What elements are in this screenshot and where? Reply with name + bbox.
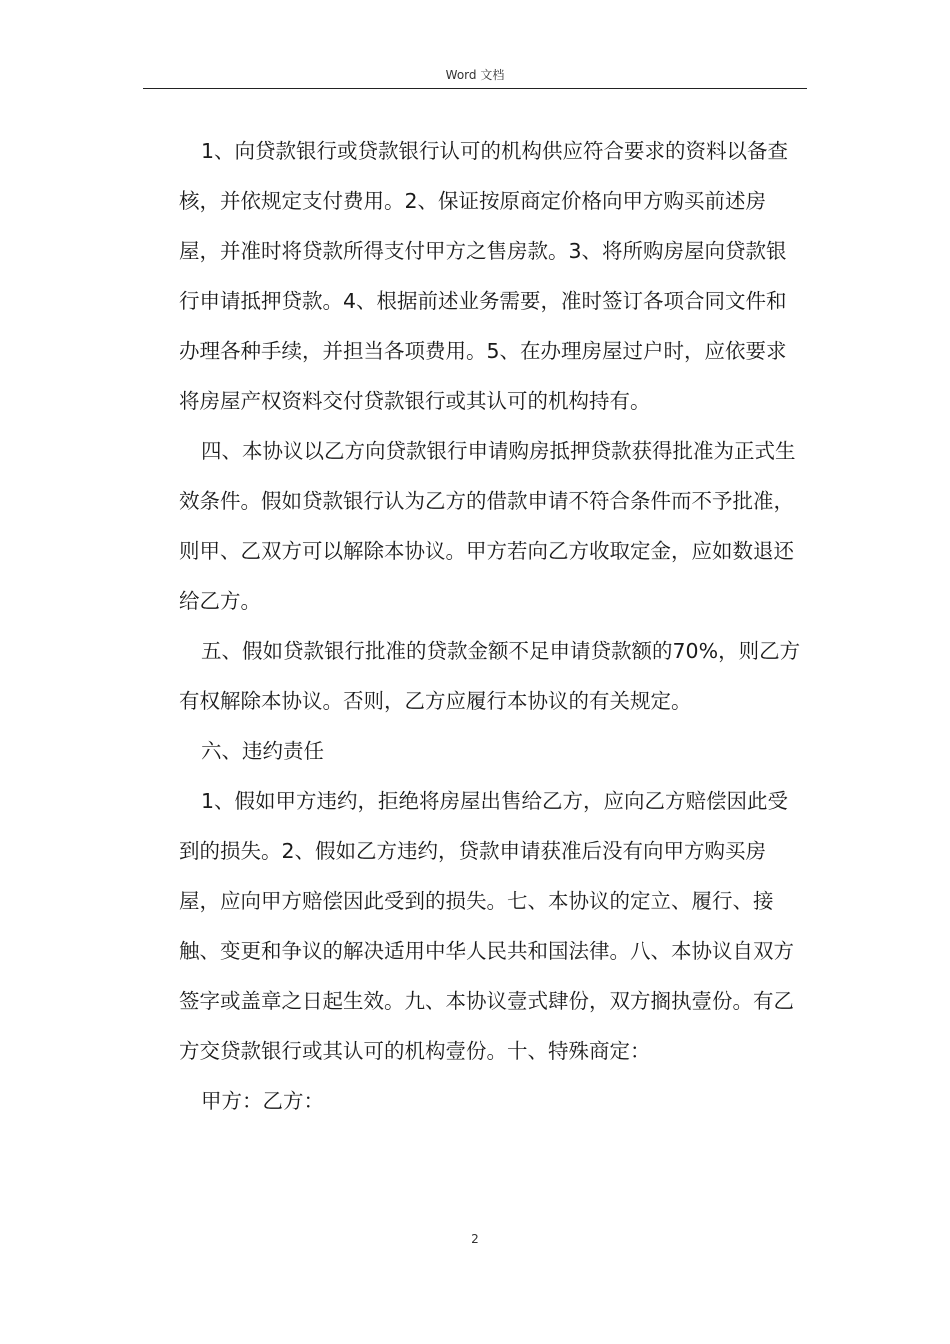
header-divider [143,88,807,89]
page-number: 2 [471,1232,479,1246]
paragraph-clause-six-heading: 六、违约责任 [201,739,324,763]
page-header: Word 文档 [445,68,505,82]
document-body [179,126,804,1126]
paragraph-liability: 1、假如甲方违约，拒绝将房屋出售给乙方，应向乙方赔偿因此受到的损失。2、假如乙方违约，贷款申请获准后没有向甲方购买房屋，应向甲方赔偿因此受到的损失。七、本协议的定立、履行、接触、变更和争议的解决适用中华人民共和国法律。八、本协议自双方签字或盖章之日起生效。九、本协议壹式肆份，双方搁执壹份。有乙方交贷款银行或其认可的机构壹份。十、特殊商定： [179,789,794,1063]
paragraph-obligations: 1、向贷款银行或贷款银行认可的机构供应符合要求的资料以备查核，并依规定支付费用。2、保证按原商定价格向甲方购买前述房屋，并准时将贷款所得支付甲方之售房款。3、将所购房屋向贷款银行申请抵押贷款。4、根据前述业务需要，准时签订各项合同文件和办理各种手续，并担当各项费用。5、在办理房屋过户时，应依要求将房屋产权资料交付贷款银行或其认可的机构持有。 [179,139,789,413]
paragraph-clause-four: 四、本协议以乙方向贷款银行申请购房抵押贷款获得批准为正式生效条件。假如贷款银行认为乙方的借款申请不符合条件而不予批准，则甲、乙双方可以解除本协议。甲方若向乙方收取定金，应如数退还给乙方。 [179,439,796,613]
paragraph-signatures: 甲方：乙方： [201,1089,324,1113]
paragraph-clause-five: 五、假如贷款银行批准的贷款金额不足申请贷款额的70%，则乙方有权解除本协议。否则，乙方应履行本协议的有关规定。 [179,639,801,713]
